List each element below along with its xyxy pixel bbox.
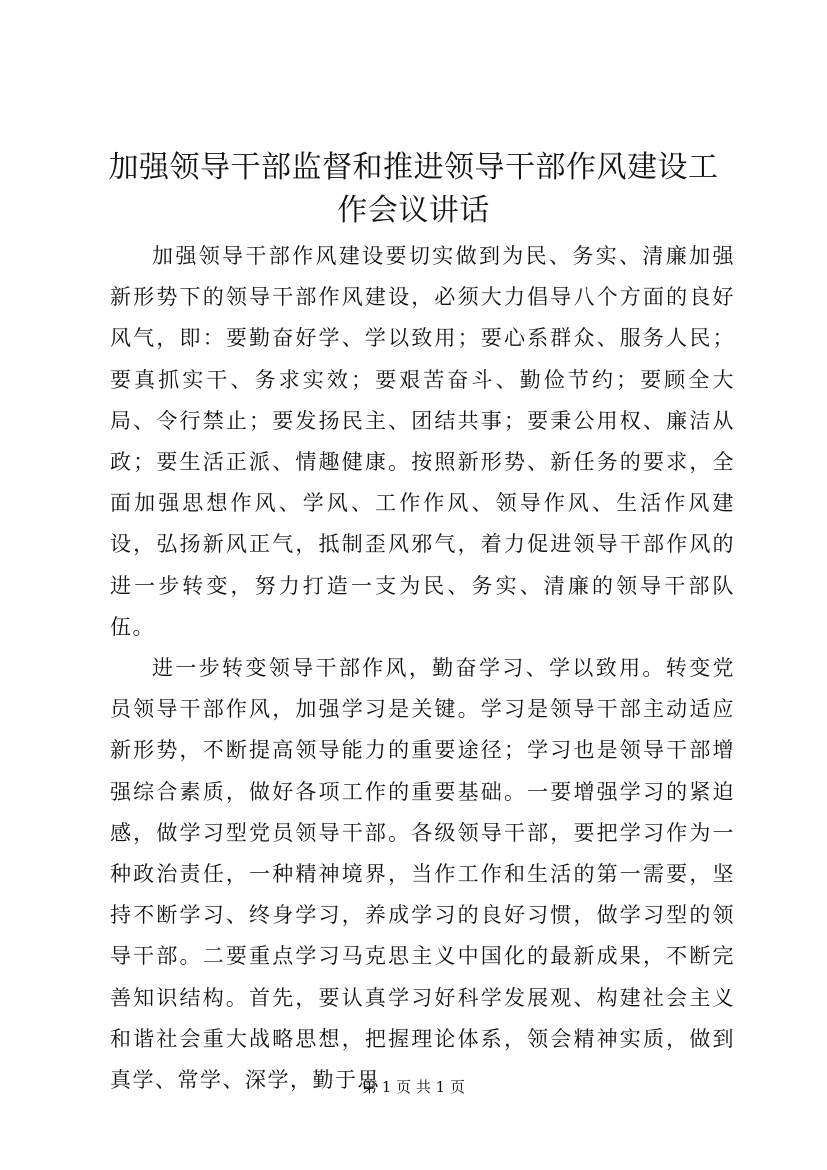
document-body — [110, 236, 735, 1101]
paragraph: 进一步转变领导干部作风，勤奋学习、学以致用。转变党员领导干部作风，加强学习是关键。学习是领导干部主动适应新形势，不断提高领导能力的重要途径；学习也是领导干部增强综合素质，做好各项工作的重要基础。一要增强学习的紧迫感，做学习型党员领导干部。各级领导干部，要把学习作为一种政治责任，一种精神境界，当作工作和生活的第一需要，坚持不断学习、终身学习，养成学习的良好习惯，做学习型的领导干部。二要重点学习马克思主义中国化的最新成果，不断完善知识结构。首先，要认真学习好科学发展观、构建社会主义和谐社会重大战略思想，把握理论体系，领会精神实质，做到真学、常学、深学，勤于思 — [110, 656, 735, 1093]
page-number-footer: 第 1 页 共 1 页 — [362, 1078, 465, 1096]
document-title: 加强领导干部监督和推进领导干部作风建设工作会议讲话 — [108, 150, 719, 228]
paragraph: 加强领导干部作风建设要切实做到为民、务实、清廉加强新形势下的领导干部作风建设，必须大力倡导八个方面的良好风气，即：要勤奋好学、学以致用；要心系群众、服务人民；要真抓实干、务求实效；要艰苦奋斗、勤俭节约；要顾全大局、令行禁止；要发扬民主、团结共事；要秉公用权、廉洁从政；要生活正派、情趣健康。按照新形势、新任务的要求，全面加强思想作风、学风、工作作风、领导作风、生活作风建设，弘扬新风正气，抵制歪风邪气，着力促进领导干部作风的进一步转变，努力打造一支为民、务实、清廉的领导干部队伍。 — [110, 244, 735, 639]
